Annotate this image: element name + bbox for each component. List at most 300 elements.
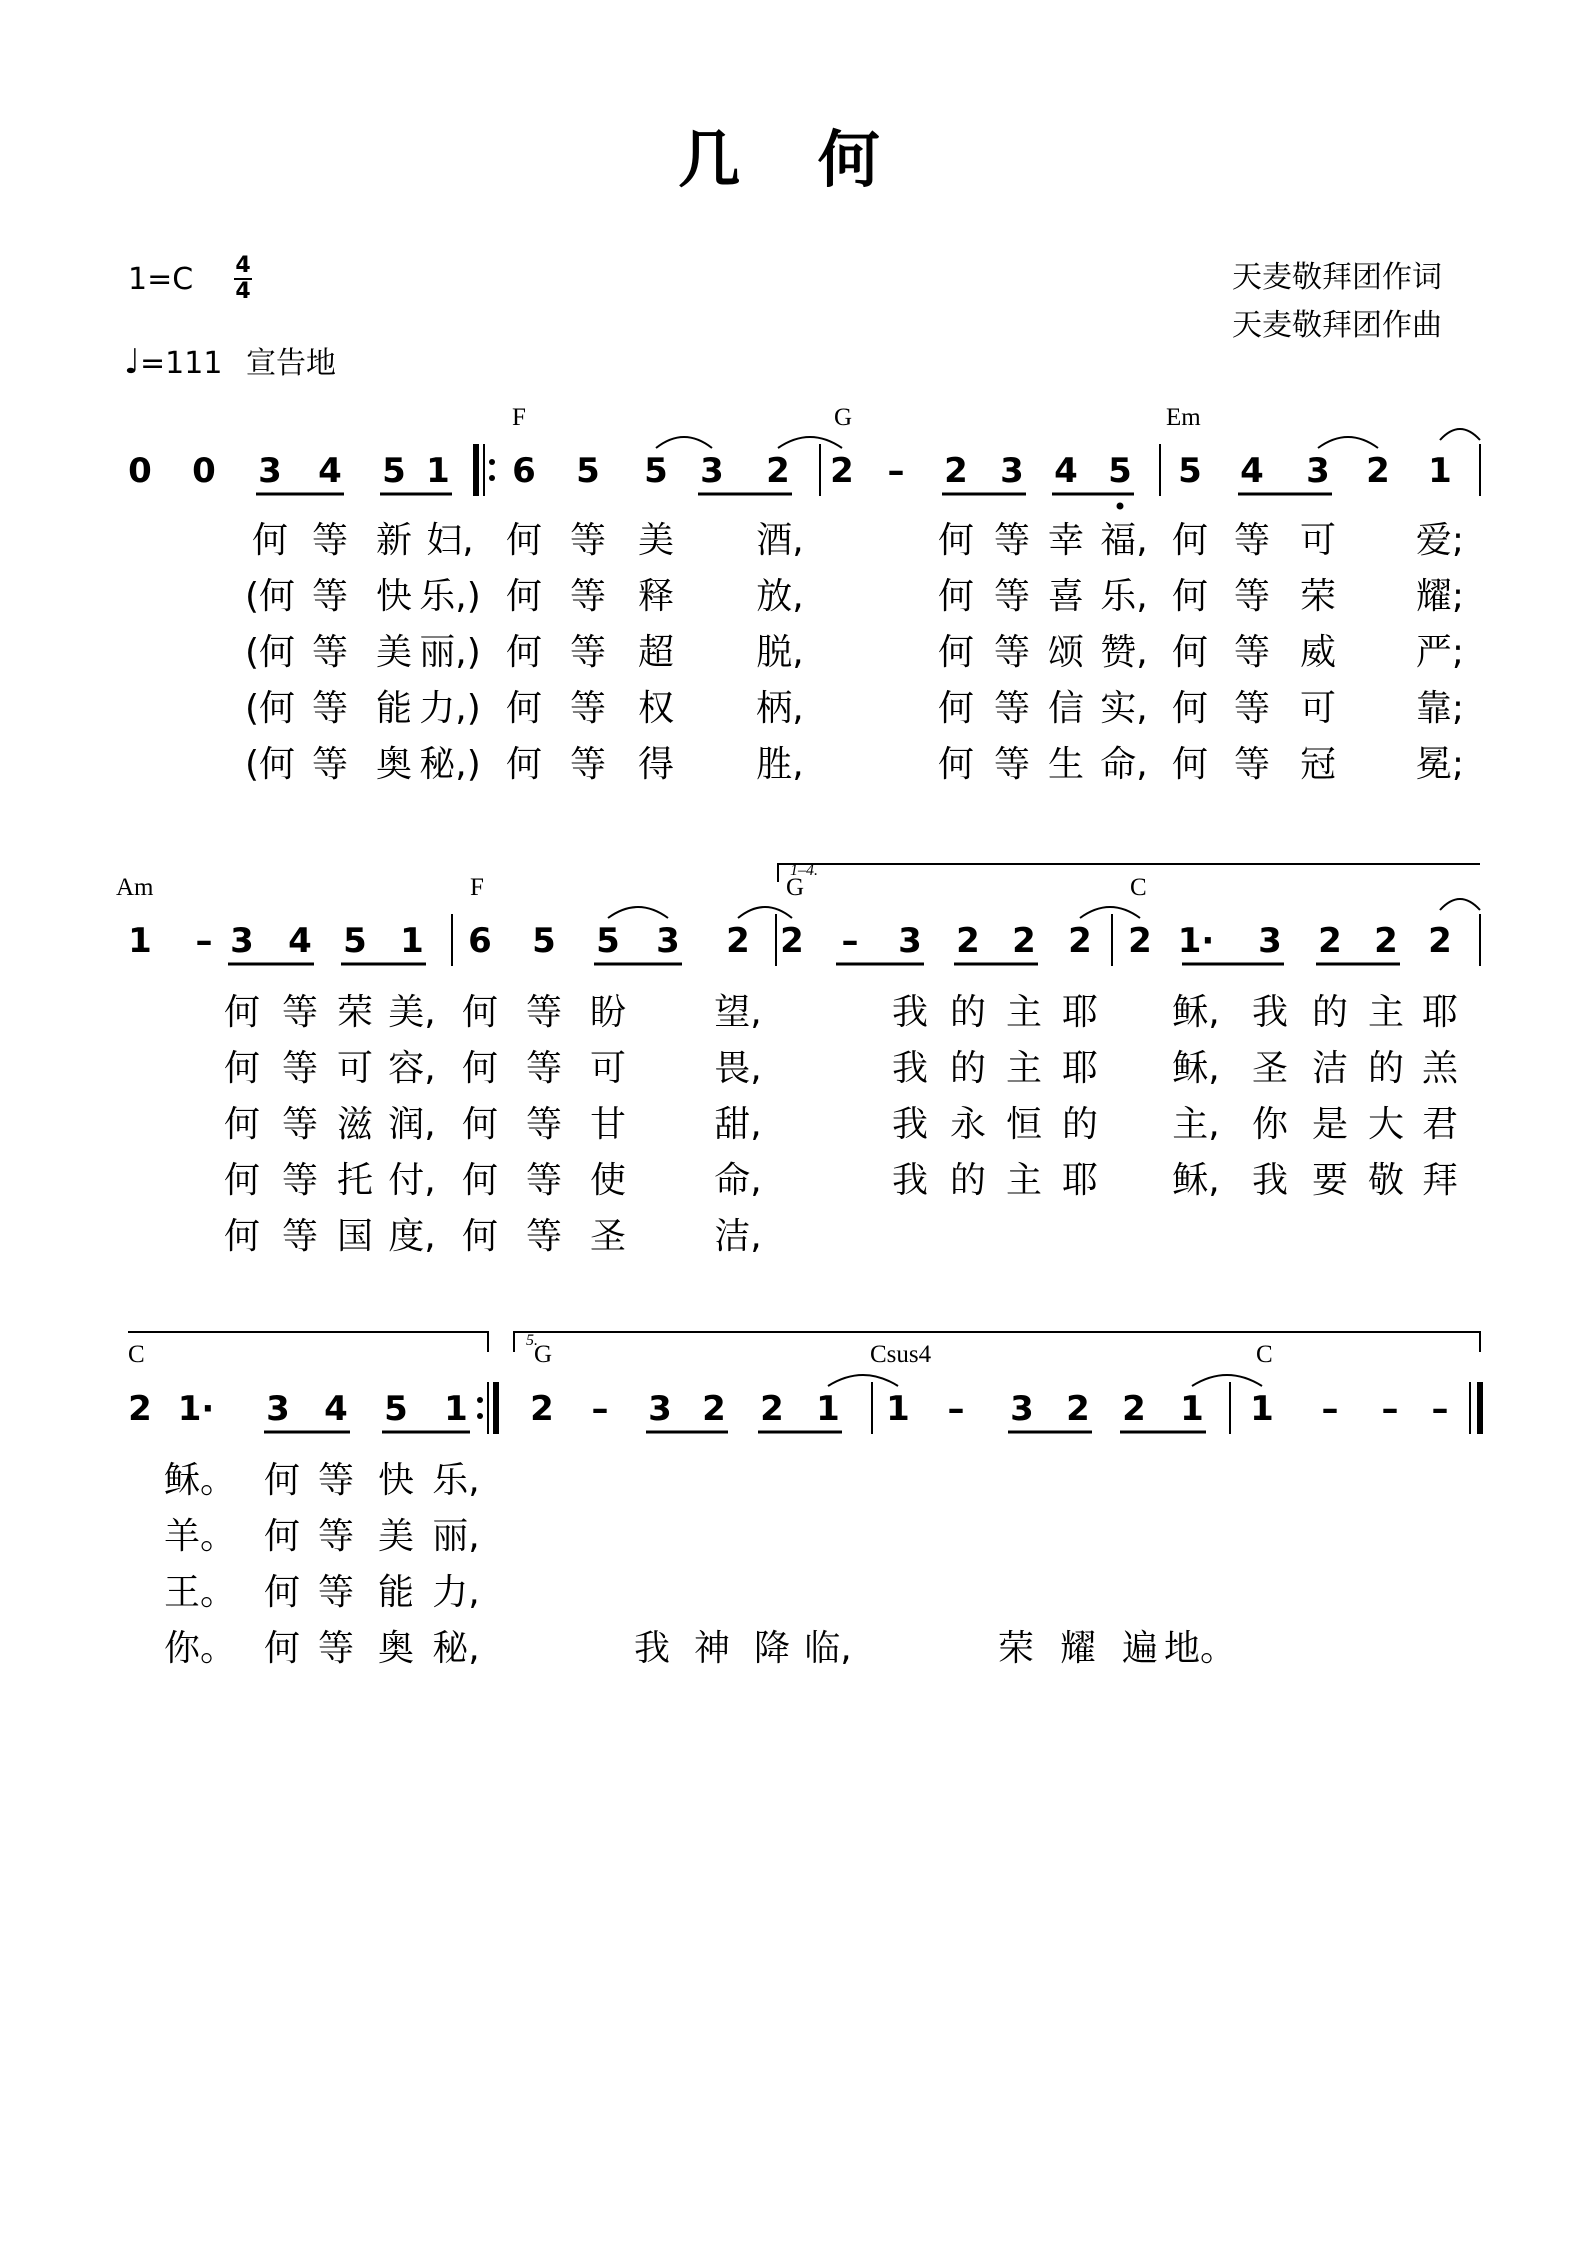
lyric-syllable: 何 [263,1572,301,1613]
jianpu-note: – [841,921,859,961]
lyric-syllable: 等 [311,744,349,785]
jianpu-note: – [1381,1389,1399,1429]
lyric-syllable: 何 [223,1104,261,1145]
jianpu-note: 3 [1258,921,1282,961]
lyric-syllable: 敬 [1367,1160,1405,1201]
lyric-syllable: 放, [756,576,804,617]
lyric-syllable: 乐, [1100,576,1148,617]
lyric-syllable: 信 [1047,688,1085,729]
lyric-syllable: 等 [525,1160,563,1201]
slur [1192,1375,1262,1386]
lyric-syllable: 能 [375,688,413,729]
lyric-syllable: 美 [637,520,675,561]
lyric-syllable: 实, [1100,688,1148,729]
jianpu-note: 4 [1240,451,1264,491]
slur [778,437,842,448]
lyric-syllable: 奥 [377,1628,415,1669]
lyric-syllable: 临, [804,1628,852,1669]
chord-symbol: C [1130,874,1147,901]
jianpu-note: – [591,1389,609,1429]
lyric-syllable: 滋 [336,1104,374,1145]
jianpu-note: 2 [1366,451,1390,491]
lyric-syllable: 圣 [589,1216,627,1257]
lyric-syllable: (何 [244,744,296,785]
lyric-syllable: 乐,) [419,576,481,617]
lyric-syllable: 何 [505,744,543,785]
lyric-syllable: 何 [263,1628,301,1669]
lyric-syllable: 我 [633,1628,671,1669]
chord-symbol: G [534,1341,553,1368]
lyric-syllable: 快 [377,1460,415,1501]
lyric-syllable: 圣 [1251,1048,1289,1089]
lyric-syllable: 何 [937,744,975,785]
lyric-syllable: 等 [569,744,607,785]
lyric-syllable: 我 [891,1104,929,1145]
lyric-syllable: 等 [993,744,1031,785]
lyric-syllable: 丽,) [419,632,481,673]
lyrics-row-1 [245,520,1464,785]
lyric-syllable: 稣。 [163,1460,237,1501]
lyric-syllable: 的 [949,1048,987,1089]
jianpu-note: 5 [576,451,600,491]
lyric-syllable: 等 [993,632,1031,673]
lyric-syllable: 乐, [432,1460,480,1501]
lyric-syllable: 付, [388,1160,436,1201]
lyric-syllable: 稣, [1172,1048,1220,1089]
chord-symbol: C [1256,1341,1273,1368]
lyric-syllable: 主 [1005,992,1043,1033]
lyric-syllable: 等 [1233,688,1271,729]
lyric-syllable: 何 [505,576,543,617]
lyric-syllable: 超 [637,632,675,673]
notes-row-2 [128,921,1452,964]
lyric-syllable: 等 [281,1216,319,1257]
lyric-syllable: 主 [1367,992,1405,1033]
lyric-syllable: 可 [1299,520,1337,561]
lyric-syllable: 何 [251,520,289,561]
jianpu-note: 5 [343,921,367,961]
lyric-syllable: 度, [388,1216,436,1257]
lyric-syllable: 何 [263,1460,301,1501]
lyric-syllable: 使 [589,1160,627,1201]
lyric-syllable: 何 [461,992,499,1033]
notes-row-1 [128,451,1452,510]
lyric-syllable: 等 [569,688,607,729]
jianpu-note: – [1321,1389,1339,1429]
lyric-syllable: 福, [1100,520,1148,561]
notes-row-3 [128,1389,1448,1432]
volta-bracket-1-4 [778,864,1480,882]
lyric-syllable: 柄, [756,688,804,729]
lyric-syllable: 等 [569,576,607,617]
lyric-syllable: 等 [311,632,349,673]
jianpu-note: 4 [324,1389,348,1429]
slur [828,1375,898,1386]
volta-label-1-4: 1–4. [790,862,818,879]
jianpu-note: 2 [1374,921,1398,961]
lyric-syllable: 赞, [1100,632,1148,673]
jianpu-note: 2 [780,921,804,961]
repeat-dot [489,475,495,481]
lyric-syllable: 等 [317,1516,355,1557]
lyric-syllable: 的 [949,1160,987,1201]
lyric-syllable: 容, [388,1048,436,1089]
lyric-syllable: 等 [525,1048,563,1089]
lyric-syllable: 生 [1047,744,1085,785]
jianpu-note: 2 [1428,921,1452,961]
lyric-syllable: 耀; [1415,576,1465,617]
jianpu-note: 1 [426,451,450,491]
lyric-syllable: 美 [375,632,413,673]
jianpu-note: 1 [128,921,152,961]
quarter-note-icon: ♩ [124,342,141,382]
time-sig-bottom: 4 [235,279,251,304]
slur [656,437,712,448]
time-sig-top: 4 [235,253,251,278]
lyric-syllable: 等 [311,520,349,561]
jianpu-note: 0 [128,451,152,491]
lyric-syllable: 国 [336,1216,374,1257]
jianpu-note: 1 [886,1389,910,1429]
lyric-syllable: 等 [1233,632,1271,673]
lyric-syllable: (何 [244,576,296,617]
composer-credit: 天麦敬拜团作曲 [1232,308,1442,343]
lyric-syllable: 命, [1100,744,1148,785]
lyric-syllable: 洁 [1311,1048,1349,1089]
lyric-syllable: 等 [1233,520,1271,561]
jianpu-note: – [195,921,213,961]
lyric-syllable: 权 [637,688,675,729]
lyric-syllable: 等 [569,520,607,561]
lyric-syllable: 等 [525,1104,563,1145]
jianpu-note: 5 [644,451,668,491]
lyric-syllable: 何 [937,632,975,673]
lyric-syllable: 神 [693,1628,731,1669]
lyric-syllable: 耶 [1061,992,1099,1033]
lyric-syllable: 耶 [1421,992,1459,1033]
jianpu-note: 0 [192,451,216,491]
slur [1440,899,1480,910]
lyric-syllable: 幸 [1047,520,1085,561]
lyric-syllable: 的 [1311,992,1349,1033]
lyric-syllable: 何 [1171,632,1209,673]
jianpu-note: 5 [1108,451,1132,491]
jianpu-note: 1 [1250,1389,1274,1429]
lyric-syllable: 何 [461,1048,499,1089]
lyric-syllable: 望, [714,992,762,1033]
lyric-syllable: 妇, [426,520,474,561]
jianpu-note: 2 [1012,921,1036,961]
lyric-syllable: 荣 [336,992,374,1033]
lyric-syllable: 荣 [997,1628,1035,1669]
lyric-syllable: 的 [1367,1048,1405,1089]
jianpu-note: 1 [400,921,424,961]
lyric-syllable: 等 [317,1628,355,1669]
jianpu-note: – [1431,1389,1449,1429]
jianpu-note: 3 [898,921,922,961]
lyric-syllable: 何 [1171,744,1209,785]
jianpu-note: 5 [532,921,556,961]
lyric-syllable: 等 [317,1460,355,1501]
lyric-syllable: 我 [1251,1160,1289,1201]
lyric-syllable: 主 [1005,1048,1043,1089]
lyric-syllable: 羔 [1421,1048,1459,1089]
lyric-syllable: 何 [1171,576,1209,617]
slur [738,907,792,918]
lyric-syllable: 你 [1251,1104,1289,1145]
jianpu-note: 2 [1066,1389,1090,1429]
jianpu-note: 3 [1000,451,1024,491]
lyric-syllable: 我 [1251,992,1289,1033]
jianpu-note: 1· [1177,921,1215,961]
lyric-syllable: 王。 [163,1572,237,1613]
lyric-syllable: 等 [993,576,1031,617]
jianpu-note: 4 [288,921,312,961]
chord-symbol: C [128,1341,145,1368]
lyric-syllable: 等 [1233,744,1271,785]
lyrics-row-3 [164,1460,1236,1669]
lyric-syllable: 等 [569,632,607,673]
lyric-syllable: 的 [949,992,987,1033]
lyric-syllable: 何 [937,576,975,617]
lyric-syllable: 何 [461,1160,499,1201]
chords-row-2 [116,874,1147,901]
lyric-syllable: 可 [1299,688,1337,729]
lyric-syllable: 主, [1172,1104,1220,1145]
lyric-syllable: 喜 [1047,576,1085,617]
lyric-syllable: 等 [281,1160,319,1201]
jianpu-note: 2 [128,1389,152,1429]
slur [1318,437,1378,448]
lyric-syllable: 等 [993,688,1031,729]
jianpu-note: 2 [1068,921,1092,961]
slur [608,907,668,918]
jianpu-note: 5 [384,1389,408,1429]
lyric-syllable: 靠; [1415,688,1465,729]
slur [1080,907,1140,918]
lyric-syllable: 稣, [1172,1160,1220,1201]
lyric-syllable: 颂 [1047,632,1085,673]
lyric-syllable: 托 [336,1160,374,1201]
lyric-syllable: 可 [589,1048,627,1089]
style-marking: 宣告地 [246,346,336,381]
jianpu-note: 2 [726,921,750,961]
jianpu-note: 1 [1180,1389,1204,1429]
lyric-syllable: 何 [223,1160,261,1201]
jianpu-note: 2 [1128,921,1152,961]
repeat-dot [489,459,495,465]
lyric-syllable: 奥 [375,744,413,785]
jianpu-note: 3 [230,921,254,961]
lyric-syllable: 丽, [432,1516,480,1557]
lyric-syllable: 力,) [419,688,481,729]
lyric-syllable: 的 [1061,1104,1099,1145]
jianpu-note: 6 [512,451,536,491]
lyric-syllable: 羊。 [163,1516,237,1557]
lyric-syllable: 得 [637,744,675,785]
lyric-syllable: 命, [714,1160,762,1201]
lyric-syllable: 美, [388,992,436,1033]
lyric-syllable: 耶 [1061,1160,1099,1201]
chord-symbol: Em [1166,404,1201,431]
octave-dot [1117,503,1124,510]
jianpu-note: 2 [530,1389,554,1429]
lyric-syllable: 耶 [1061,1048,1099,1089]
jianpu-note: 4 [1054,451,1078,491]
lyric-syllable: 可 [336,1048,374,1089]
lyric-syllable: 是 [1311,1104,1349,1145]
volta-bracket-continue [128,1332,488,1352]
lyric-syllable: 何 [223,1048,261,1089]
lyric-syllable: 君 [1421,1104,1459,1145]
slur [1440,429,1480,440]
lyric-syllable: 胜, [756,744,804,785]
chord-symbol: G [834,404,853,431]
lyric-syllable: 我 [891,992,929,1033]
lyric-syllable: 何 [461,1104,499,1145]
lyric-syllable: 拜 [1421,1160,1459,1201]
volta-bracket-5 [514,1332,1480,1352]
lyric-syllable: 何 [1171,688,1209,729]
tempo-value: =111 [140,346,223,381]
lyric-syllable: 释 [637,576,675,617]
lyric-syllable: 等 [311,688,349,729]
lyric-syllable: 力, [432,1572,480,1613]
key-signature: 1=C [128,262,194,297]
lyric-syllable: 秘, [432,1628,480,1669]
chord-symbol: G [786,874,805,901]
lyric-syllable: (何 [244,632,296,673]
jianpu-note: 1 [1428,451,1452,491]
jianpu-note: 4 [318,451,342,491]
chord-symbol: F [470,874,484,901]
volta-label-5: 5. [526,1332,538,1349]
jianpu-note: – [947,1389,965,1429]
lyric-syllable: 严; [1415,632,1465,673]
lyric-syllable: 我 [891,1048,929,1089]
lyric-syllable: 地。 [1163,1628,1237,1669]
lyric-syllable: 何 [505,632,543,673]
lyric-syllable: 畏, [714,1048,762,1089]
lyric-syllable: 永 [949,1104,987,1145]
jianpu-note: – [887,451,905,491]
lyric-syllable: 新 [375,520,413,561]
lyric-syllable: 何 [1171,520,1209,561]
jianpu-note: 5 [596,921,620,961]
lyric-syllable: 你。 [163,1628,237,1669]
jianpu-note: 5 [1178,451,1202,491]
lyric-syllable: 恒 [1005,1104,1043,1145]
jianpu-note: 3 [1010,1389,1034,1429]
jianpu-note: 2 [760,1389,784,1429]
lyric-syllable: 美 [377,1516,415,1557]
jianpu-note: 6 [468,921,492,961]
lyric-syllable: 何 [937,688,975,729]
lyric-syllable: 酒, [756,520,804,561]
lyric-syllable: 何 [937,520,975,561]
lyric-syllable: 威 [1299,632,1337,673]
lyric-syllable: 主 [1005,1160,1043,1201]
jianpu-note: 3 [700,451,724,491]
lyric-syllable: 要 [1311,1160,1349,1201]
repeat-dot [477,1413,483,1419]
system-3 [128,1341,1449,1669]
chord-symbol: Csus4 [870,1341,932,1368]
lyric-syllable: 冠 [1299,744,1337,785]
jianpu-note: 3 [258,451,282,491]
lyric-syllable: 何 [505,520,543,561]
lyric-syllable: 润, [388,1104,436,1145]
chords-row-1 [512,404,1201,431]
jianpu-note: 2 [1122,1389,1146,1429]
jianpu-note: 3 [266,1389,290,1429]
lyric-syllable: 何 [223,1216,261,1257]
lyric-syllable: 甘 [589,1104,627,1145]
lyric-syllable: 遍 [1121,1628,1159,1669]
lyric-syllable: 脱, [756,632,804,673]
lyric-syllable: 等 [993,520,1031,561]
lyrics-row-2 [224,992,1459,1257]
lyric-syllable: 稣, [1172,992,1220,1033]
lyric-syllable: 我 [891,1160,929,1201]
jianpu-note: 5 [382,451,406,491]
lyric-syllable: 秘,) [419,744,481,785]
chord-symbol: F [512,404,526,431]
lyric-syllable: (何 [244,688,296,729]
jianpu-note: 2 [766,451,790,491]
lyric-syllable: 大 [1367,1104,1405,1145]
jianpu-note: 3 [648,1389,672,1429]
lyric-syllable: 甜, [714,1104,762,1145]
lyric-syllable: 等 [281,1048,319,1089]
jianpu-note: 2 [944,451,968,491]
lyric-syllable: 冕; [1415,744,1465,785]
lyric-syllable: 等 [281,992,319,1033]
jianpu-note: 1 [816,1389,840,1429]
lyric-syllable: 等 [525,1216,563,1257]
lyric-syllable: 等 [525,992,563,1033]
lyric-syllable: 何 [461,1216,499,1257]
jianpu-note: 2 [830,451,854,491]
lyric-syllable: 快 [375,576,413,617]
jianpu-note: 3 [656,921,680,961]
lyric-syllable: 耀 [1059,1628,1097,1669]
lyric-syllable: 盼 [589,992,627,1033]
song-title: 几 何 [678,123,908,196]
lyric-syllable: 等 [317,1572,355,1613]
lyric-syllable: 何 [263,1516,301,1557]
lyric-syllable: 荣 [1299,576,1337,617]
repeat-dot [477,1397,483,1403]
lyric-syllable: 等 [311,576,349,617]
jianpu-note: 2 [1318,921,1342,961]
lyric-syllable: 爱; [1415,520,1465,561]
system-1 [128,404,1464,785]
lyric-syllable: 洁, [714,1216,762,1257]
jianpu-note: 2 [702,1389,726,1429]
jianpu-note: 3 [1306,451,1330,491]
system-2 [116,874,1459,1257]
lyricist-credit: 天麦敬拜团作词 [1232,260,1442,295]
jianpu-note: 2 [956,921,980,961]
lyric-syllable: 何 [505,688,543,729]
chords-row-3 [128,1341,1273,1368]
lyric-syllable: 降 [753,1628,791,1669]
lyric-syllable: 等 [1233,576,1271,617]
lyric-syllable: 何 [223,992,261,1033]
lyric-syllable: 等 [281,1104,319,1145]
jianpu-note: 1· [177,1389,215,1429]
